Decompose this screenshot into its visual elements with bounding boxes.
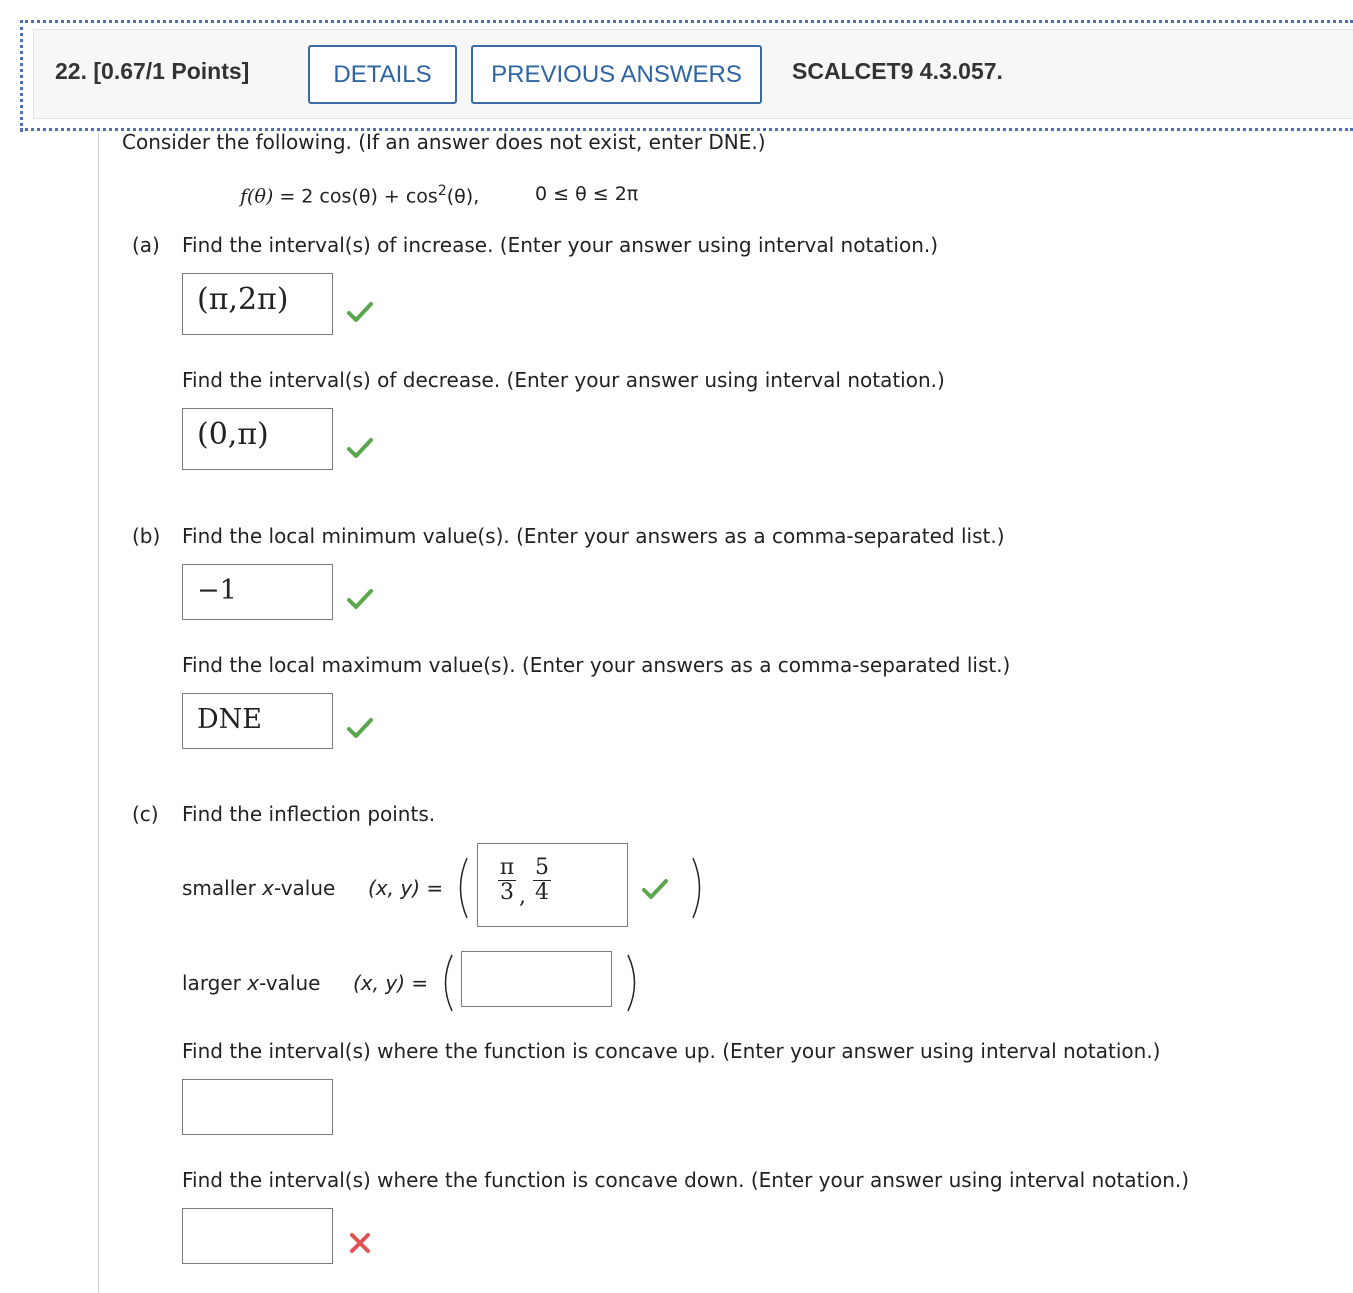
x-numerator: π: [499, 855, 515, 880]
xy-label: (x, y): [368, 876, 420, 900]
correct-check-icon: [347, 301, 373, 323]
function-definition: [240, 183, 479, 207]
increase-answer-field[interactable]: [182, 273, 333, 335]
open-paren-icon: [452, 856, 470, 920]
details-button[interactable]: DETAILS: [308, 45, 457, 104]
decrease-prompt: Find the interval(s) of decrease. (Enter your answer using interval notation.): [182, 368, 945, 392]
textbook-reference: SCALCET9 4.3.057.: [792, 58, 1003, 84]
equals-sign: =: [426, 876, 444, 900]
x-denominator: 3: [500, 880, 514, 905]
local-min-prompt: Find the local minimum value(s). (Enter your answers as a comma-separated list.): [182, 524, 1005, 548]
fraction-separator: ,: [519, 884, 526, 909]
concave-up-prompt: Find the interval(s) where the function is concave up. (Enter your answer using interval notation.): [182, 1039, 1161, 1063]
increase-prompt: Find the interval(s) of increase. (Enter your answer using interval notation.): [182, 233, 939, 257]
smaller-inflection-answer-field[interactable]: [477, 843, 628, 927]
y-fraction: [533, 856, 551, 905]
concave-down-answer-field[interactable]: [182, 1208, 333, 1264]
correct-check-icon: [347, 588, 373, 610]
function-exponent: 2: [437, 183, 447, 199]
equals-sign: =: [411, 971, 429, 995]
header-top-border: [20, 20, 1353, 23]
close-paren-icon: [625, 953, 643, 1013]
x-variable: x: [247, 971, 260, 995]
concave-up-answer-field[interactable]: [182, 1079, 333, 1135]
larger-x-label: [182, 971, 320, 995]
function-tail: (θ),: [446, 185, 480, 208]
xy-label: (x, y): [353, 971, 405, 995]
question-number: 22. [0.67/1 Points]: [55, 58, 250, 84]
part-a-label: (a): [132, 233, 160, 257]
previous-answers-button[interactable]: PREVIOUS ANSWERS: [471, 45, 762, 104]
correct-check-icon: [347, 437, 373, 459]
concave-down-prompt: Find the interval(s) where the function is concave down. (Enter your answer using interval notation.): [182, 1168, 1190, 1192]
larger-word: larger: [182, 971, 241, 995]
decrease-answer-field[interactable]: [182, 408, 333, 470]
header-left-border: [20, 20, 23, 132]
decrease-answer-value: (0,π): [197, 417, 269, 452]
local-min-answer-value: −1: [197, 575, 237, 606]
inflection-prompt: Find the inflection points.: [182, 802, 436, 826]
larger-inflection-answer-field[interactable]: [461, 951, 612, 1007]
local-min-answer-field[interactable]: [182, 564, 333, 620]
open-paren-icon: [437, 953, 455, 1013]
increase-answer-value: (π,2π): [197, 282, 289, 317]
larger-xy-label: [353, 971, 428, 995]
smaller-word: smaller: [182, 876, 256, 900]
y-numerator: 5: [535, 855, 549, 880]
part-b-label: (b): [132, 524, 161, 548]
function-rhs: = 2 cos(θ) + cos: [279, 185, 438, 208]
close-paren-icon: [690, 856, 708, 920]
incorrect-x-icon: [347, 1232, 373, 1254]
correct-check-icon: [347, 717, 373, 739]
y-denominator: 4: [535, 880, 549, 905]
local-max-prompt: Find the local maximum value(s). (Enter your answers as a comma-separated list.): [182, 653, 1011, 677]
local-max-answer-field[interactable]: [182, 693, 333, 749]
x-fraction: [498, 856, 516, 905]
correct-check-icon: [642, 878, 668, 900]
function-lhs: f(θ): [240, 185, 274, 208]
smaller-xy-label: [368, 876, 443, 900]
value-suffix: -value: [259, 971, 321, 995]
x-variable: x: [262, 876, 275, 900]
part-c-label: (c): [132, 802, 159, 826]
problem-intro: Consider the following. (If an answer does not exist, enter DNE.): [122, 130, 766, 154]
content-left-rule: [98, 132, 99, 1293]
local-max-answer-value: DNE: [197, 704, 262, 735]
smaller-x-label: [182, 876, 335, 900]
function-domain: 0 ≤ θ ≤ 2π: [535, 183, 639, 205]
value-suffix: -value: [274, 876, 336, 900]
